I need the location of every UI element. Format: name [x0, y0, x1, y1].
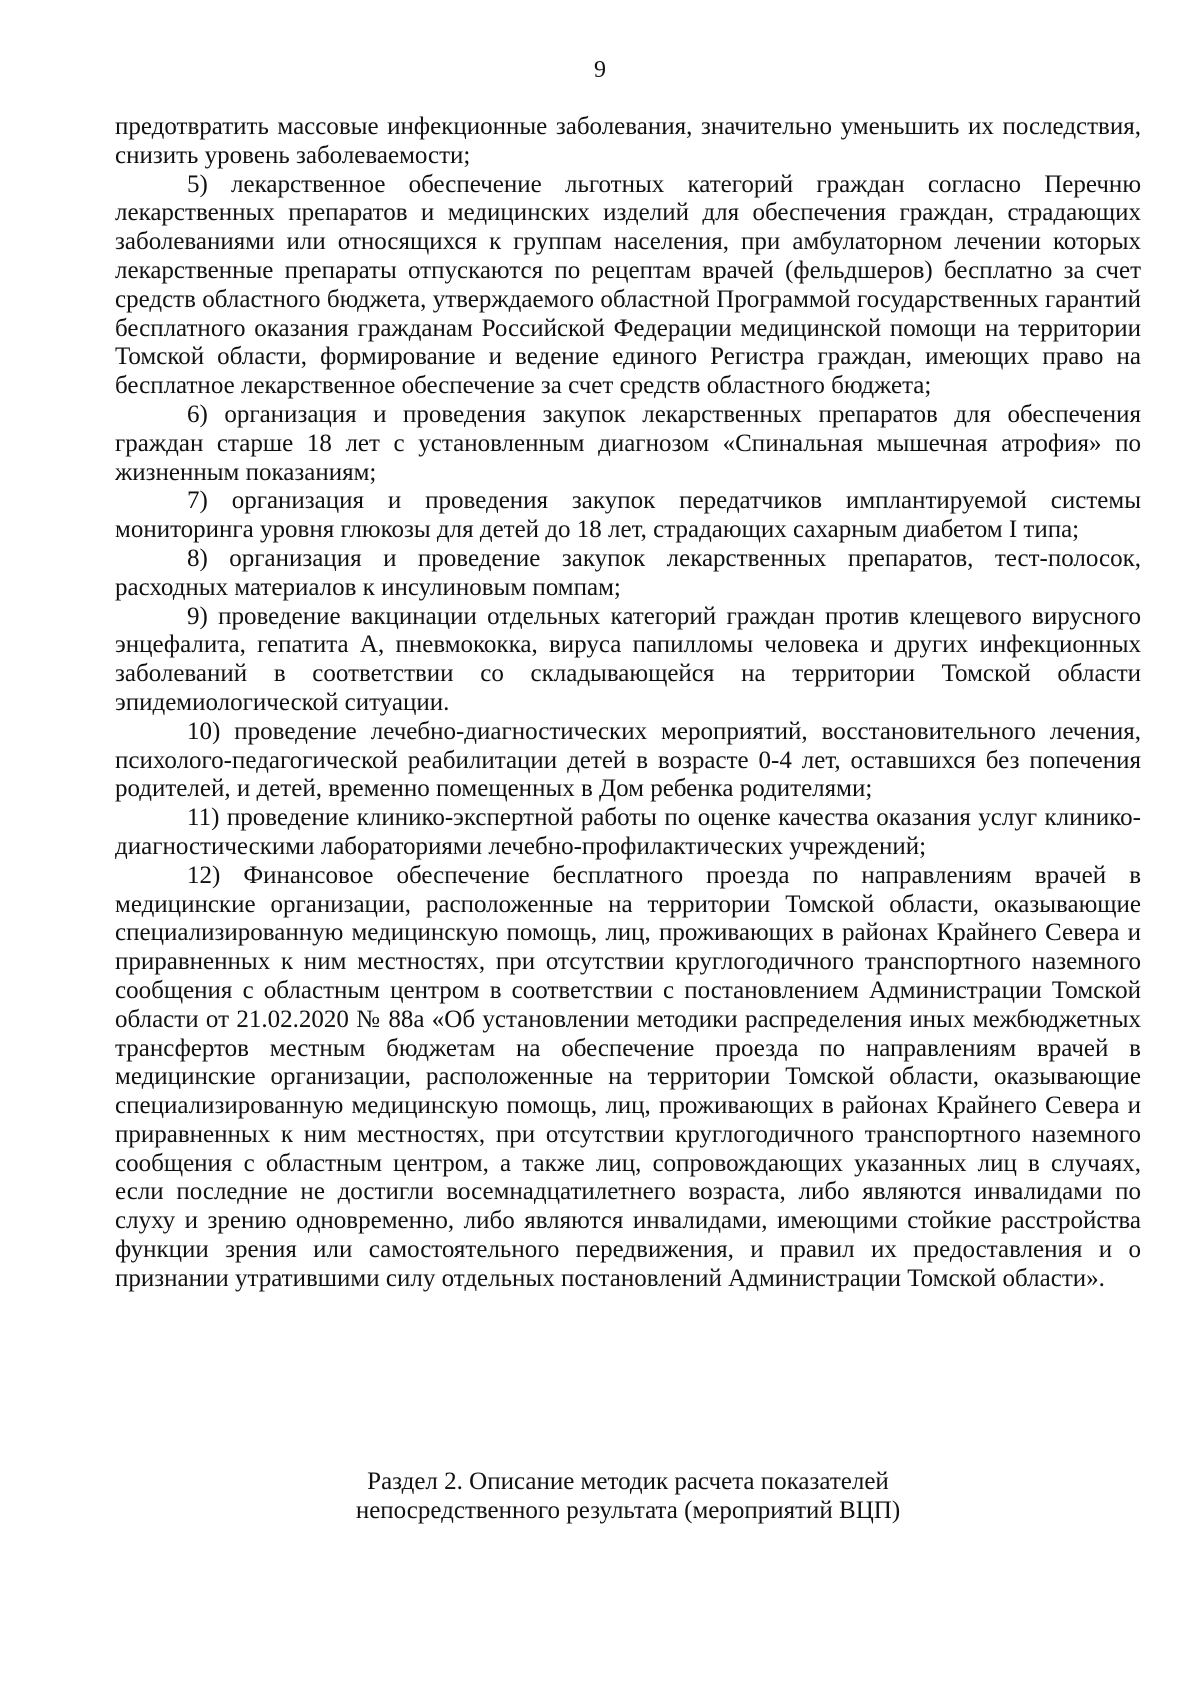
section-heading-line-1: Раздел 2. Описание методик расчета показателей	[367, 1468, 889, 1495]
paragraph-item-8: 8) организация и проведение закупок лекарственных препаратов, тест-полосок, расходных материалов к инсулиновым помпам;	[115, 544, 1141, 601]
paragraph-item-10: 10) проведение лечебно-диагностических мероприятий, восстановительного лечения, психолого-педагогической реабилитации детей в возрасте 0-4 лет, оставшихся без попечения родителей, и детей, временно помещенных в Дом ребенка родителями;	[115, 717, 1141, 803]
body-text	[115, 113, 1141, 1294]
paragraph-item-9: 9) проведение вакцинации отдельных категорий граждан против клещевого вирусного энцефалита, гепатита А, пневмококка, вируса папилломы человека и других инфекционных заболеваний в соответствии со складывающейся на территории Томской области эпидемиологической ситуации.	[115, 602, 1141, 716]
paragraph-item-5: 5) лекарственное обеспечение льготных категорий граждан согласно Перечню лекарственных препаратов и медицинских изделий для обеспечения граждан, страдающих заболеваниями или относящихся к группам населения, при амбулаторном лечении которых лекарственные препараты отпускаются по рецептам врачей (фельдшеров) бесплатно за счет средств областного бюджета, утверждаемого областной Программой государственных гарантий бесплатного оказания гражданам Российской Федерации медицинской помощи на территории Томской области, формирование и ведение единого Регистра граждан, имеющих право на бесплатное лекарственное обеспечение за счет средств областного бюджета;	[115, 170, 1141, 400]
paragraph-item-6: 6) организация и проведения закупок лекарственных препаратов для обеспечения граждан старше 18 лет с установленным диагнозом «Спинальная мышечная атрофия» по жизненным показаниям;	[115, 400, 1141, 486]
paragraph-item-11: 11) проведение клинико-экспертной работы по оценке качества оказания услуг клинико-диагностическими лабораториями лечебно-профилактических учреждений;	[115, 804, 1141, 860]
page-number: 9	[594, 57, 606, 83]
paragraph-item-7: 7) организация и проведения закупок передатчиков имплантируемой системы мониторинга уровня глюкозы для детей до 18 лет, страдающих сахарным диабетом I типа;	[115, 487, 1141, 544]
paragraph-item-12: 12) Финансовое обеспечение бесплатного проезда по направлениям врачей в медицинские организации, расположенные на территории Томской области, оказывающие специализированную медицинскую помощь, лиц, проживающих в районах Крайнего Севера и приравненных к ним местностях, при отсутствии круглогодичного транспортного наземного сообщения с областным центром в соответствии с постановлением Администрации Томской области от 21.02.2020 № 88а «Об установлении методики распределения иных межбюджетных трансфертов местным бюджетам на обеспечение проезда по направлениям врачей в медицинские организации, расположенные на территории Томской области, оказывающие специализированную медицинскую помощь, лиц, проживающих в районах Крайнего Севера и приравненных к ним местностях, при отсутствии круглогодичного транспортного наземного сообщения с областным центром, а также лиц, сопровождающих указанных лиц в случаях, если последние не достигли восемнадцатилетнего возраста, либо являются инвалидами по слуху и зрению одновременно, либо являются инвалидами, имеющими стойкие расстройства функции зрения или самостоятельного передвижения, и правил их предоставления и о признании утратившими силу отдельных постановлений Администрации Томской области».	[115, 861, 1141, 1292]
section-heading-line-2: непосредственного результата (мероприятий ВЦП)	[355, 1497, 901, 1524]
paragraph-continuation: предотвратить массовые инфекционные заболевания, значительно уменьшить их последствия, снизить уровень заболеваемости;	[115, 113, 1141, 169]
section-heading	[115, 1467, 1141, 1525]
